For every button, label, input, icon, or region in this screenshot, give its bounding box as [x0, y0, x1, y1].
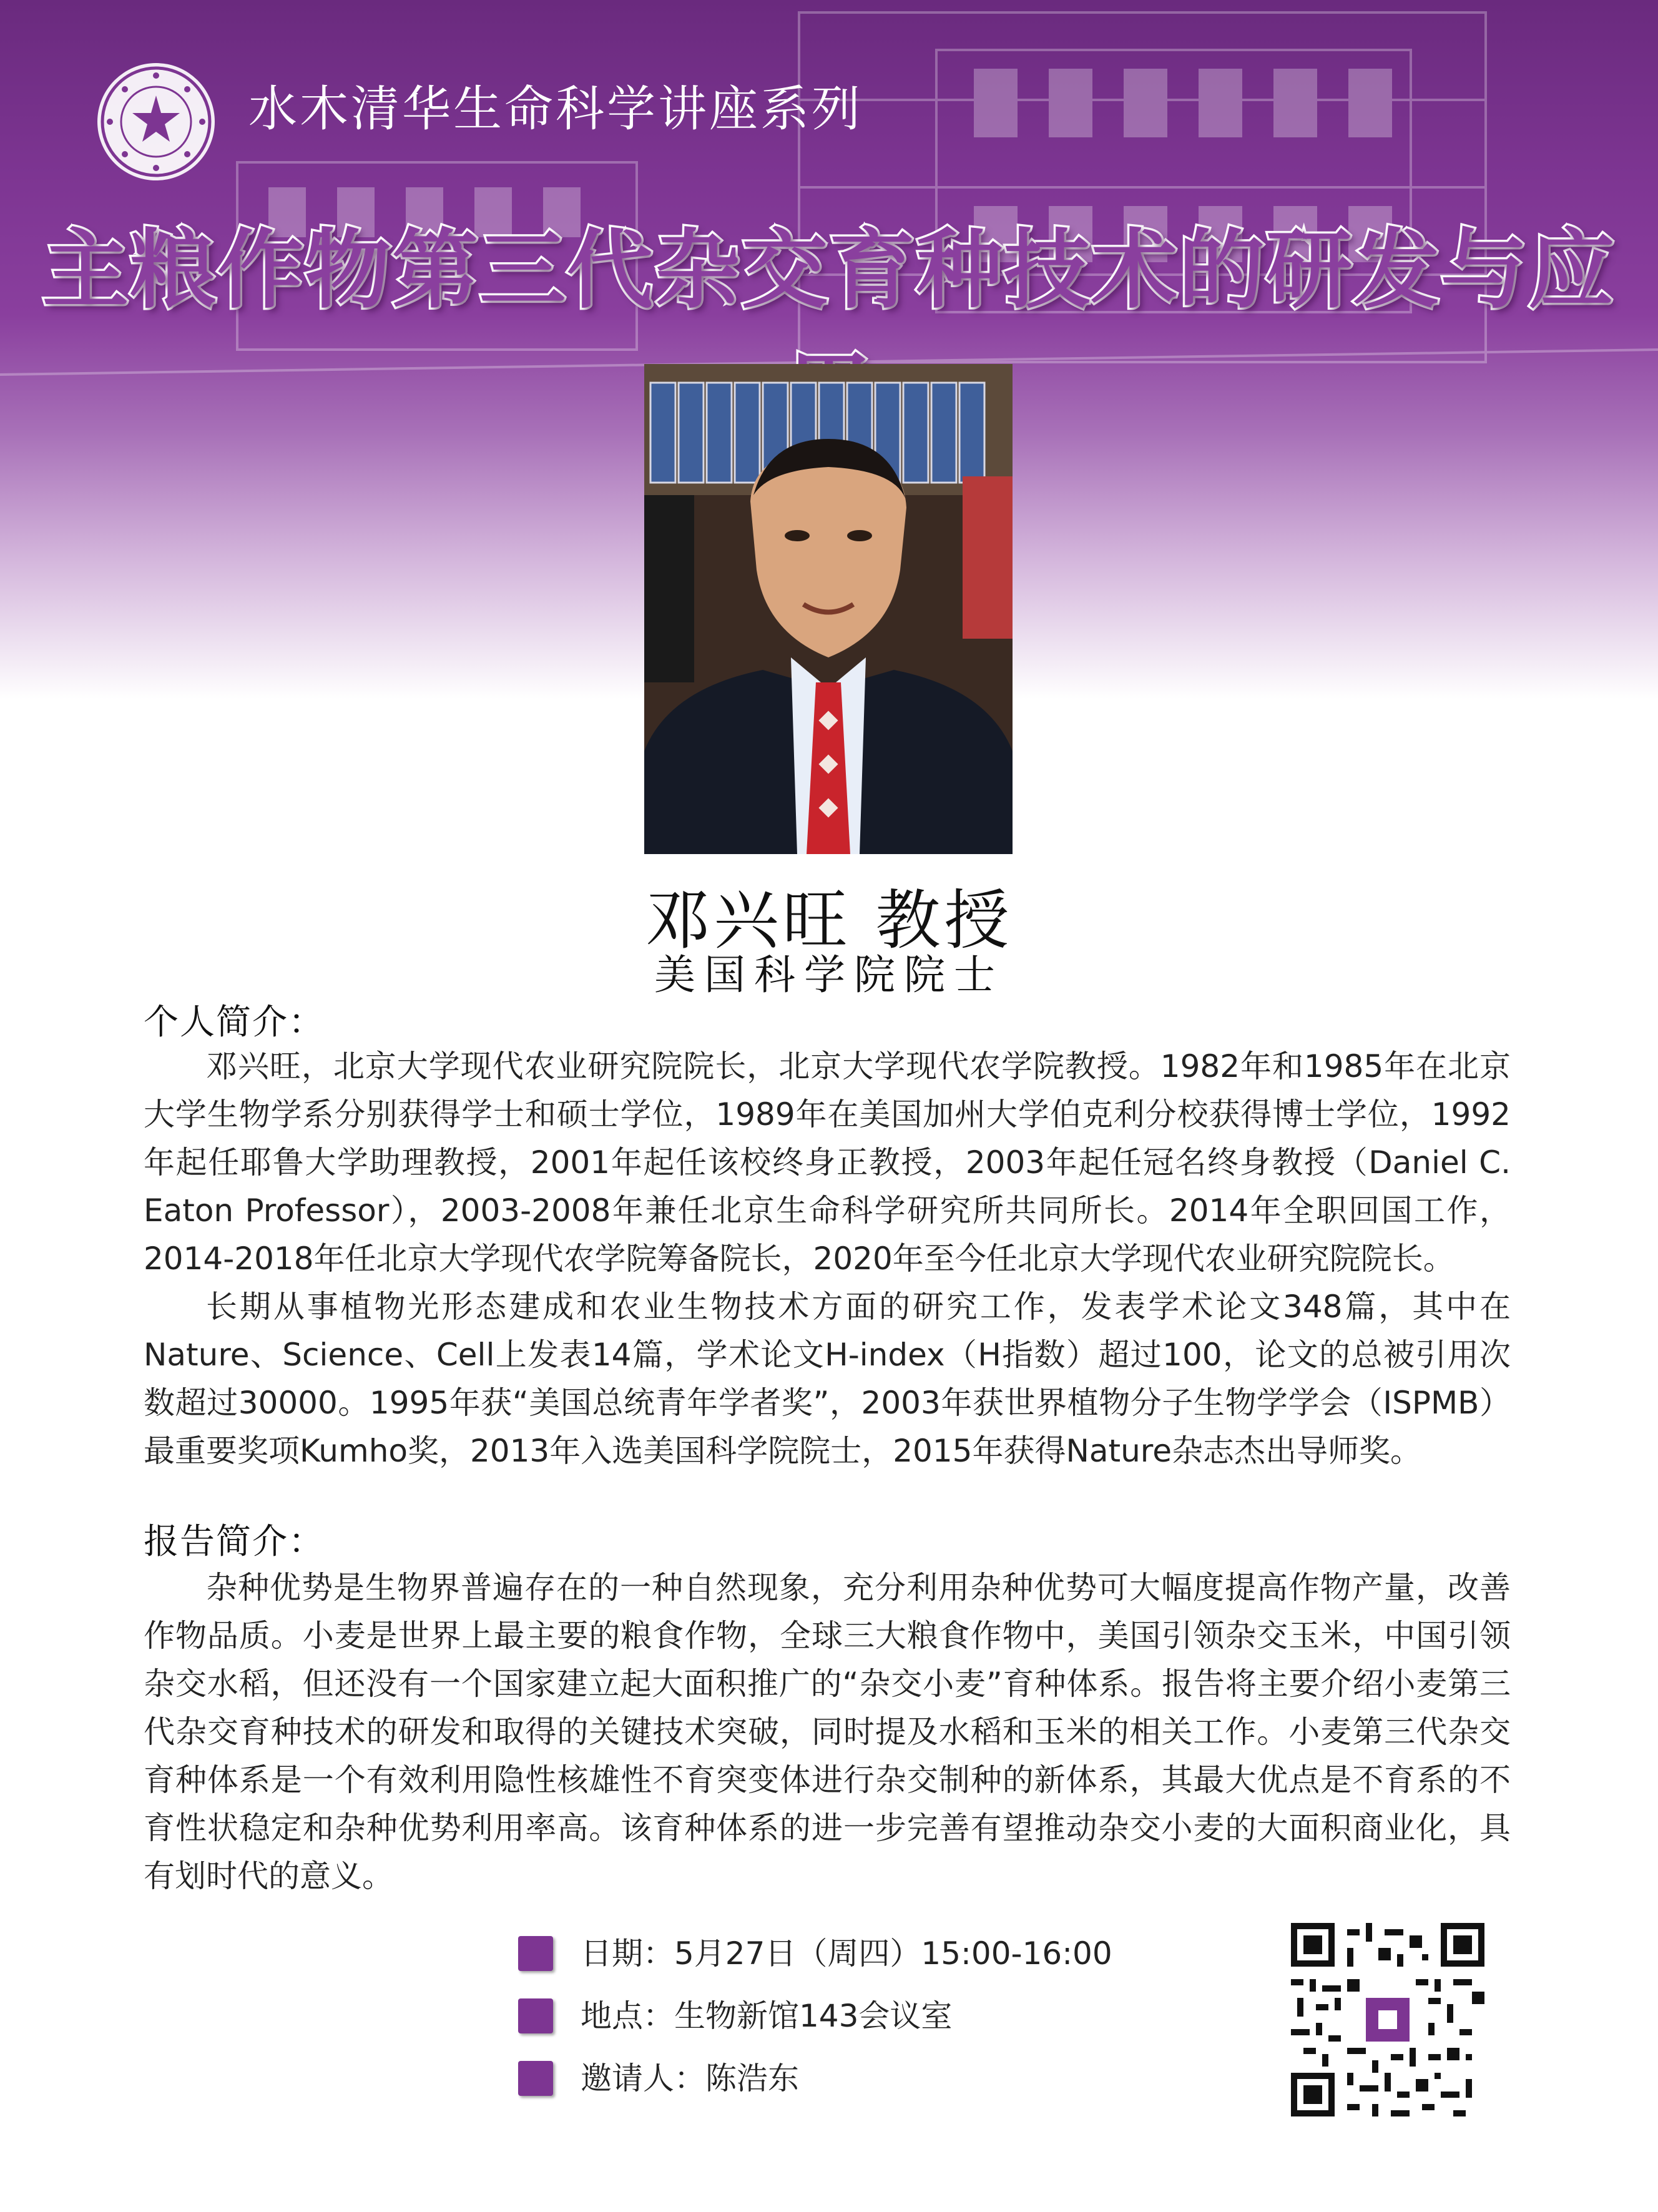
qr-code[interactable] — [1291, 1923, 1484, 2116]
bio-paragraph-2: 长期从事植物光形态建成和农业生物技术方面的研究工作，发表学术论文348篇，其中在Nature、Science、Cell上发表14篇，学术论文H-index（H指数）超过100，论文的总被引用次数超过30000。1995年获“美国总统青年学者奖”，2003年获世界植物分子生物学学会（ISPMB）最重要奖项Kumho奖，2013年入选美国科学院院士，2015年获得Nature杂志杰出导师奖。 — [144, 1289, 1511, 1469]
speaker-title: 美国科学院院士 — [654, 951, 1004, 999]
speaker-name: 邓兴旺 教授 — [645, 882, 1013, 958]
event-date: 日期：5月27日（周四）15:00-16:00 — [581, 1935, 1112, 1972]
square-bullet-icon — [518, 1998, 553, 2033]
event-location: 地点：生物新馆143会议室 — [581, 1998, 953, 2034]
bio-heading: 个人简介： — [144, 1002, 325, 1043]
event-inviter: 邀请人：陈浩东 — [581, 2060, 799, 2096]
lecture-series-title: 水木清华生命科学讲座系列 — [248, 81, 863, 137]
lecture-title: 主粮作物第三代杂交育种技术的研发与应 — [42, 220, 1616, 320]
abstract-paragraph: 杂种优势是生物界普遍存在的一种自然现象，充分利用杂种优势可大幅度提高作物产量，改善作物品质。小麦是世界上最主要的粮食作物，全球三大粮食作物中，美国引领杂交玉米，中国引领杂交水稻，但还没有一个国家建立起大面积推广的“杂交小麦”育种体系。报告将主要介绍小麦第三代杂交育种技术的研发和取得的关键技术突破，同时提及水稻和玉米的相关工作。小麦第三代杂交育种体系是一个有效利用隐性核雄性不育突变体进行杂交制种的新体系，其最大优点是不育系的不育性状稳定和杂种优势利用率高。该育种体系的进一步完善有望推动杂交小麦的大面积商业化，具有划时代的意义。 — [144, 1570, 1511, 1894]
abstract-heading: 报告简介： — [144, 1521, 325, 1562]
bio-paragraph-1: 邓兴旺，北京大学现代农业研究院院长，北京大学现代农学院教授。1982年和1985年在北京大学生物学系分别获得学士和硕士学位，1989年在美国加州大学伯克利分校获得博士学位，1992年起任耶鲁大学助理教授，2001年起任该校终身正教授，2003年起任冠名终身教授（Daniel C. Eaton Professor），2003-2008年兼任北京生命科学研究所共同所长。2014年全职回国工作，2014-2018年任北京大学现代农学院筹备院长，2020年至今任北京大学现代农业研究院院长。 — [144, 1048, 1511, 1277]
square-bullet-icon — [518, 2061, 553, 2096]
tsinghua-seal-icon — [94, 59, 218, 184]
speaker-portrait — [644, 364, 1013, 854]
square-bullet-icon — [518, 1936, 553, 1971]
